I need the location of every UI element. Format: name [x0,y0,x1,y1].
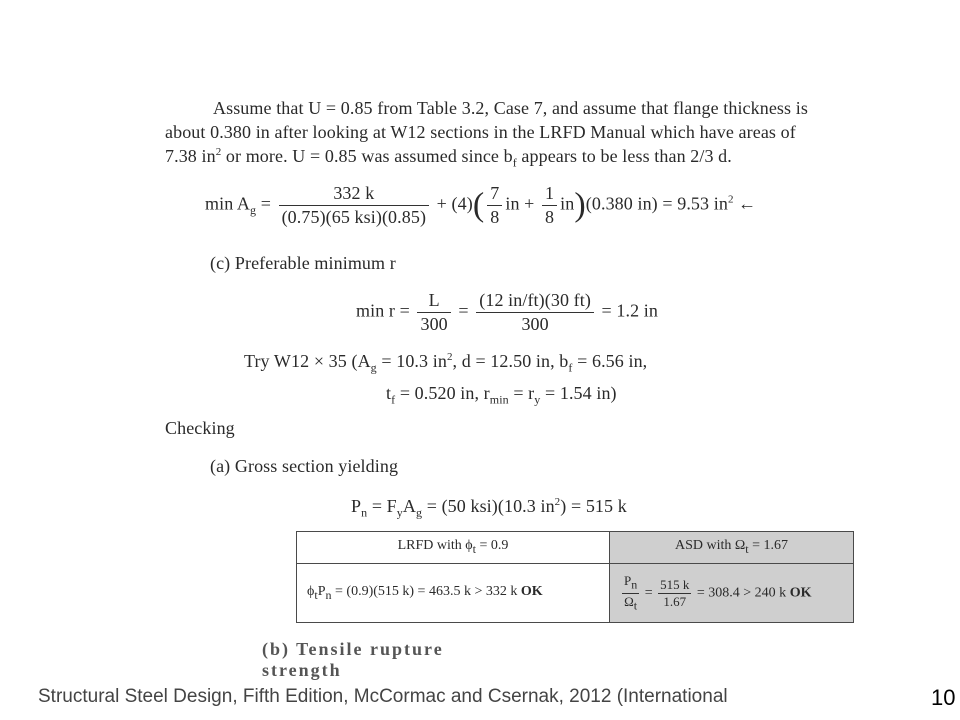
lrfd-result: $\phi_tP_n = (0.9)(515$ k) = 463.5 k > 332 k OK [297,564,610,623]
equation-min-ag: $\min A_g$ = $\frac{332 k}{\text{(0.75)(65 ksi)(0.85)}}$ + (4)( $\frac{7}{8}$ in + $\frac{1}{8}$ in)(0.380 in) = 9.53 $in^2$ ← [205,183,757,227]
step-c-heading: (c) Preferable minimum r [210,253,396,273]
asd-result: $\frac{P_n}{\Omega_t}$ = $\frac{515 k}{1.67}$ = 308.4 > 240 k OK [610,564,854,623]
slide-number: 10 [931,685,956,710]
intro-line-1: Assume that U = 0.85 from Table 3.2, Case 7, and assume that flange thickness is [213,98,808,118]
step-a-heading: (a) Gross section yielding [210,456,399,476]
try-section-line-2: $t_f = 0.520$ in, $r_{min} = r_y = 1.54$ in) [386,383,617,407]
slide-footer-citation: Structural Steel Design, Fifth Edition, McCormac and Csernak, 2012 (International [38,686,728,707]
intro-line-2: about 0.380 in after looking at W12 sections in the LRFD Manual which have areas of [165,122,796,142]
fraction-332k: $\frac{332 k}{\text{(0.75)(65 ksi)(0.85)}}$ [279,183,429,228]
equation-pn: $P_n = F_yA_g = (50$ ksi)(10.3 $in^2) = 515$ k [351,496,627,520]
try-section-line-1: Try W12 × 35 ($A_g = 10.3$ $in^2$, d = 12.50 in, $b_f = 6.56$ in, [244,351,648,375]
cutoff-next-step: (b) Tensile rupture strength [262,639,444,680]
intro-line-3: 7.38 $in^2$ or more. U = 0.85 was assumed since $b_f$ appears to be less than 2/3 d. [165,146,732,170]
equation-min-r: min r = $\frac{L}{300}$ = $\frac{(12 in/ft)(30 ft)}{300}$ = 1.2 in [356,290,658,334]
asd-header: ASD with $\Omega_t = 1.67$ [610,532,854,564]
lrfd-header: LRFD with $\phi_t = 0.9$ [297,532,610,564]
checking-heading: Checking [165,418,235,438]
lrfd-asd-table [296,531,854,623]
